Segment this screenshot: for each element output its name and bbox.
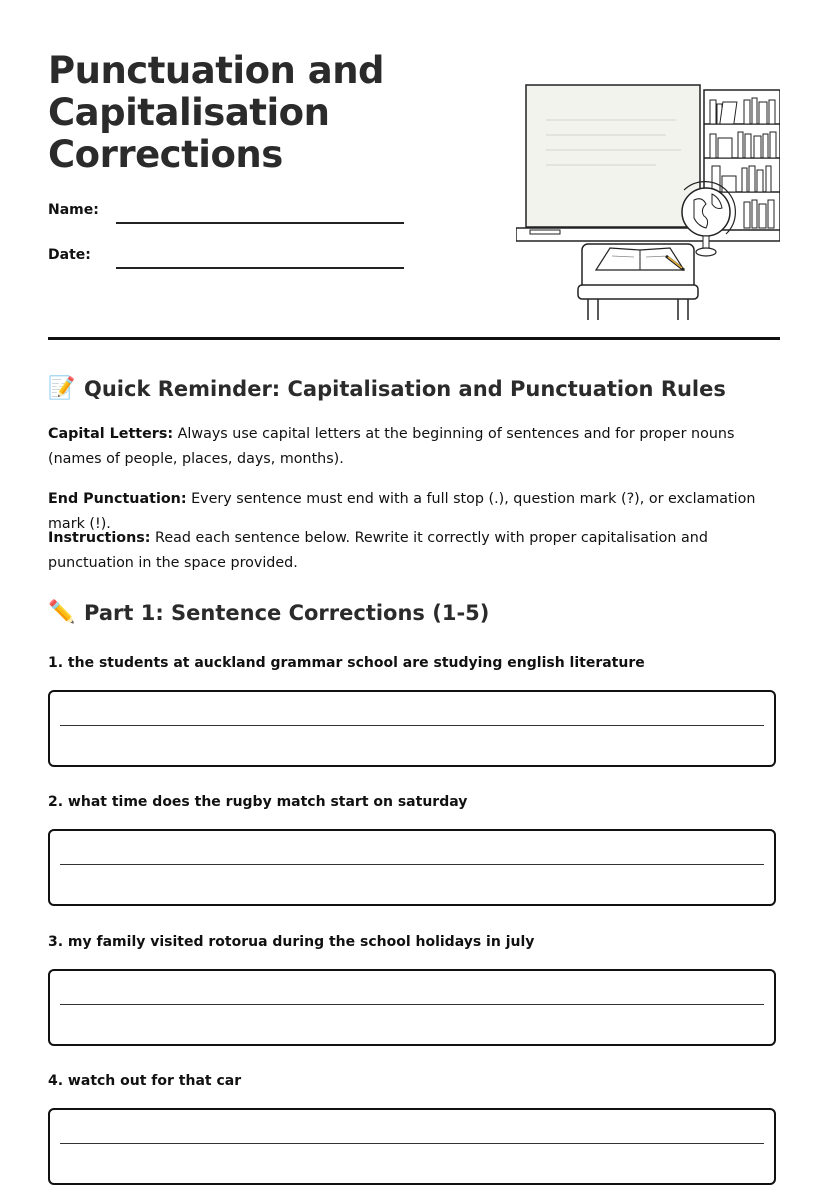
instructions-text-block <box>48 526 778 576</box>
answer-box-3[interactable] <box>48 969 776 1046</box>
answer-line <box>60 725 764 726</box>
question-3: 3. my family visited rotorua during the school holidays in july <box>48 934 535 950</box>
end-punctuation-text: Every sentence must end with a full stop (.), question mark (?), or exclamation mark (!). <box>48 491 756 532</box>
question-2: 2. what time does the rugby match start on saturday <box>48 794 468 810</box>
question-1: 1. the students at auckland grammar school are studying english literature <box>48 655 645 671</box>
answer-box-1[interactable] <box>48 690 776 767</box>
part1-heading <box>48 600 489 625</box>
name-field-row <box>48 202 404 218</box>
memo-icon: 📝 <box>48 376 76 401</box>
page-title: Punctuation and Capitalisation Corrections <box>48 49 385 176</box>
instructions-label: Instructions: <box>48 530 151 546</box>
name-label: Name: <box>48 202 99 218</box>
capital-letters-rule <box>48 422 778 472</box>
reminder-heading <box>48 376 726 401</box>
pencil-icon: ✏️ <box>48 600 76 625</box>
reminder-heading-text: Quick Reminder: Capitalisation and Punctuation Rules <box>84 376 726 401</box>
question-4: 4. watch out for that car <box>48 1073 242 1089</box>
capital-letters-text: Always use capital letters at the beginning of sentences and for proper nouns (names of people, places, days, months). <box>48 426 735 467</box>
answer-box-4[interactable] <box>48 1108 776 1185</box>
end-punctuation-label: End Punctuation: <box>48 491 187 507</box>
date-input-line[interactable] <box>116 266 404 269</box>
answer-line <box>60 1004 764 1005</box>
capital-letters-label: Capital Letters: <box>48 426 174 442</box>
name-input-line[interactable] <box>116 221 404 224</box>
answer-line <box>60 1143 764 1144</box>
answer-line <box>60 864 764 865</box>
date-label: Date: <box>48 247 91 263</box>
classroom-illustration-icon <box>516 80 780 320</box>
date-field-row <box>48 247 404 263</box>
instructions-text: Read each sentence below. Rewrite it correctly with proper capitalisation and punctuation in the space provided. <box>48 530 708 571</box>
header-divider <box>48 337 780 340</box>
answer-box-2[interactable] <box>48 829 776 906</box>
part1-heading-text: Part 1: Sentence Corrections (1-5) <box>84 600 490 625</box>
